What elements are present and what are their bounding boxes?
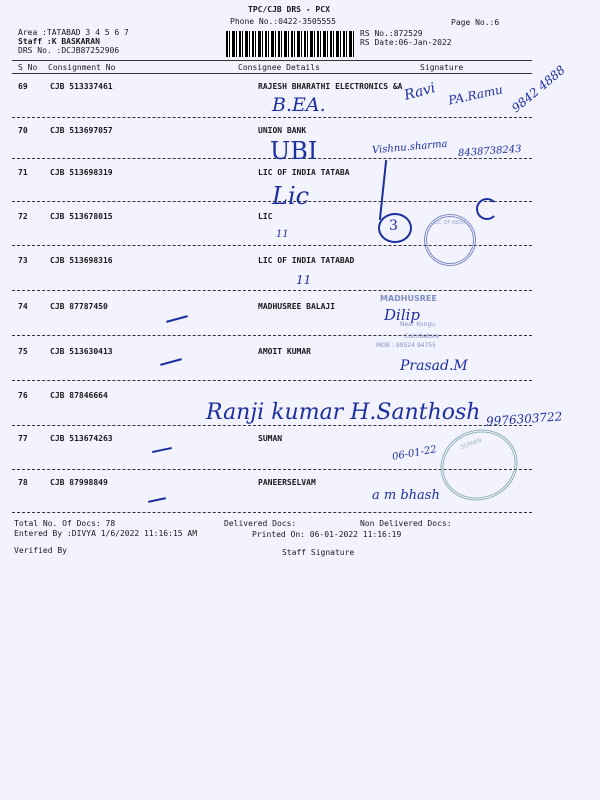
header-top-rule bbox=[12, 60, 532, 61]
header-bottom-rule bbox=[12, 73, 532, 74]
signature-stroke bbox=[379, 160, 387, 220]
row-consignment: CJB 513337461 bbox=[50, 82, 113, 91]
signature-text: Ranji kumar H.Santhosh bbox=[206, 400, 481, 425]
signature-text: 8438738243 bbox=[457, 143, 522, 160]
row-divider bbox=[12, 335, 532, 336]
row-consignee: AMOIT KUMAR bbox=[258, 347, 311, 356]
staff-signature: Staff Signature bbox=[282, 548, 355, 557]
signature-stroke bbox=[160, 358, 182, 366]
row-consignee: RAJESH BHARATHI ELECTRONICS &A bbox=[258, 82, 403, 91]
lic-round-stamp bbox=[424, 214, 476, 266]
row-divider bbox=[12, 512, 532, 513]
row-consignment: CJB 87787450 bbox=[50, 302, 108, 311]
signature-text: 3 bbox=[389, 218, 398, 234]
row-sno: 70 bbox=[18, 126, 28, 135]
phone-number: Phone No.:0422-3505555 bbox=[230, 17, 336, 26]
total-docs: Total No. Of Docs: 78 bbox=[14, 519, 116, 528]
row-consignee: SUMAN bbox=[258, 434, 283, 443]
drs-number: DRS No. :DCJB87252906 bbox=[18, 46, 120, 55]
stamp-line: Coimbatore bbox=[404, 333, 439, 340]
suman-round-stamp bbox=[430, 419, 527, 511]
barcode-image bbox=[226, 31, 354, 57]
signature-stroke bbox=[476, 198, 498, 220]
row-consignment: CJB 513698319 bbox=[50, 168, 113, 177]
signature-text: Prasad.M bbox=[400, 358, 468, 374]
row-consignee: LIC OF INDIA TATABA bbox=[258, 168, 350, 177]
stamp-line: LIC OF INDIA bbox=[434, 220, 466, 226]
row-divider bbox=[12, 290, 532, 291]
row-sno: 77 bbox=[18, 434, 28, 443]
non-delivered-docs: Non Delivered Docs: bbox=[360, 519, 452, 528]
signature-text: 9842 4888 bbox=[509, 62, 568, 116]
signature-stroke bbox=[148, 497, 166, 503]
row-sno: 76 bbox=[18, 391, 28, 400]
signature-text: a m bhash bbox=[372, 488, 440, 503]
signature-text: B.EA. bbox=[272, 94, 326, 116]
stamp-line: Near Kongu bbox=[400, 321, 435, 328]
row-consignment: CJB 513697057 bbox=[50, 126, 113, 135]
signature-stroke bbox=[166, 315, 188, 323]
signature-text: Lic bbox=[272, 182, 310, 210]
row-sno: 78 bbox=[18, 478, 28, 487]
row-consignment: CJB 513630413 bbox=[50, 347, 113, 356]
document-title: TPC/CJB DRS - PCX bbox=[248, 5, 330, 14]
row-consignee: LIC OF INDIA TATABAD bbox=[258, 256, 355, 265]
stamp-line: MADHUSREE bbox=[380, 294, 437, 303]
row-sno: 71 bbox=[18, 168, 28, 177]
rs-date: RS Date:06-Jan-2022 bbox=[360, 38, 452, 47]
col-header-consignee: Consignee Details bbox=[238, 63, 320, 72]
staff-label: Staff :K BASKARAN bbox=[18, 37, 100, 46]
row-sno: 74 bbox=[18, 302, 28, 311]
row-divider bbox=[12, 425, 532, 426]
row-divider bbox=[12, 117, 532, 118]
col-header-sno: S No bbox=[18, 63, 38, 72]
circled-mark bbox=[378, 213, 412, 243]
row-sno: 73 bbox=[18, 256, 28, 265]
col-header-signature: Signature bbox=[420, 63, 464, 72]
verified-by: Verified By bbox=[14, 546, 67, 555]
signature-text: PA.Ramu bbox=[447, 82, 504, 108]
page-number: Page No.:6 bbox=[451, 18, 500, 27]
stamp-line: SUMAN bbox=[459, 436, 483, 451]
row-consignment: CJB 513674263 bbox=[50, 434, 113, 443]
row-divider bbox=[12, 380, 532, 381]
col-header-consignment: Consignment No bbox=[48, 63, 116, 72]
row-sno: 69 bbox=[18, 82, 28, 91]
signature-text: Dilip bbox=[384, 306, 421, 324]
signature-text: Vishnu.sharma bbox=[371, 138, 448, 157]
row-consignment: CJB 513698316 bbox=[50, 256, 113, 265]
delivered-docs: Delivered Docs: bbox=[224, 519, 297, 528]
signature-text: 06-01-22 bbox=[391, 444, 438, 463]
row-consignee: PANEERSELVAM bbox=[258, 478, 316, 487]
row-consignment: CJB 513678015 bbox=[50, 212, 113, 221]
row-consignee: MADHUSREE BALAJI bbox=[258, 302, 336, 311]
row-consignee: UNION BANK bbox=[258, 126, 307, 135]
signature-text: 11 bbox=[296, 273, 312, 287]
stamp-line: MOB : 99524 94755 bbox=[376, 342, 436, 349]
entered-by: Entered By :DIVYA 1/6/2022 11:16:15 AM bbox=[14, 529, 198, 538]
row-consignment: CJB 87998849 bbox=[50, 478, 108, 487]
row-consignment: CJB 87846664 bbox=[50, 391, 108, 400]
signature-text: 11 bbox=[276, 229, 289, 240]
row-sno: 75 bbox=[18, 347, 28, 356]
row-sno: 72 bbox=[18, 212, 28, 221]
rs-number: RS No.:872529 bbox=[360, 29, 423, 38]
signature-text: 9976303722 bbox=[485, 409, 563, 429]
printed-on: Printed On: 06-01-2022 11:16:19 bbox=[252, 530, 402, 539]
signature-stroke bbox=[152, 447, 172, 453]
signature-text: Ravi bbox=[402, 80, 438, 104]
area-label: Area :TATABAD 3 4 5 6 7 bbox=[18, 28, 129, 37]
row-consignee: LIC bbox=[258, 212, 273, 221]
signature-text: UBI bbox=[270, 137, 318, 165]
